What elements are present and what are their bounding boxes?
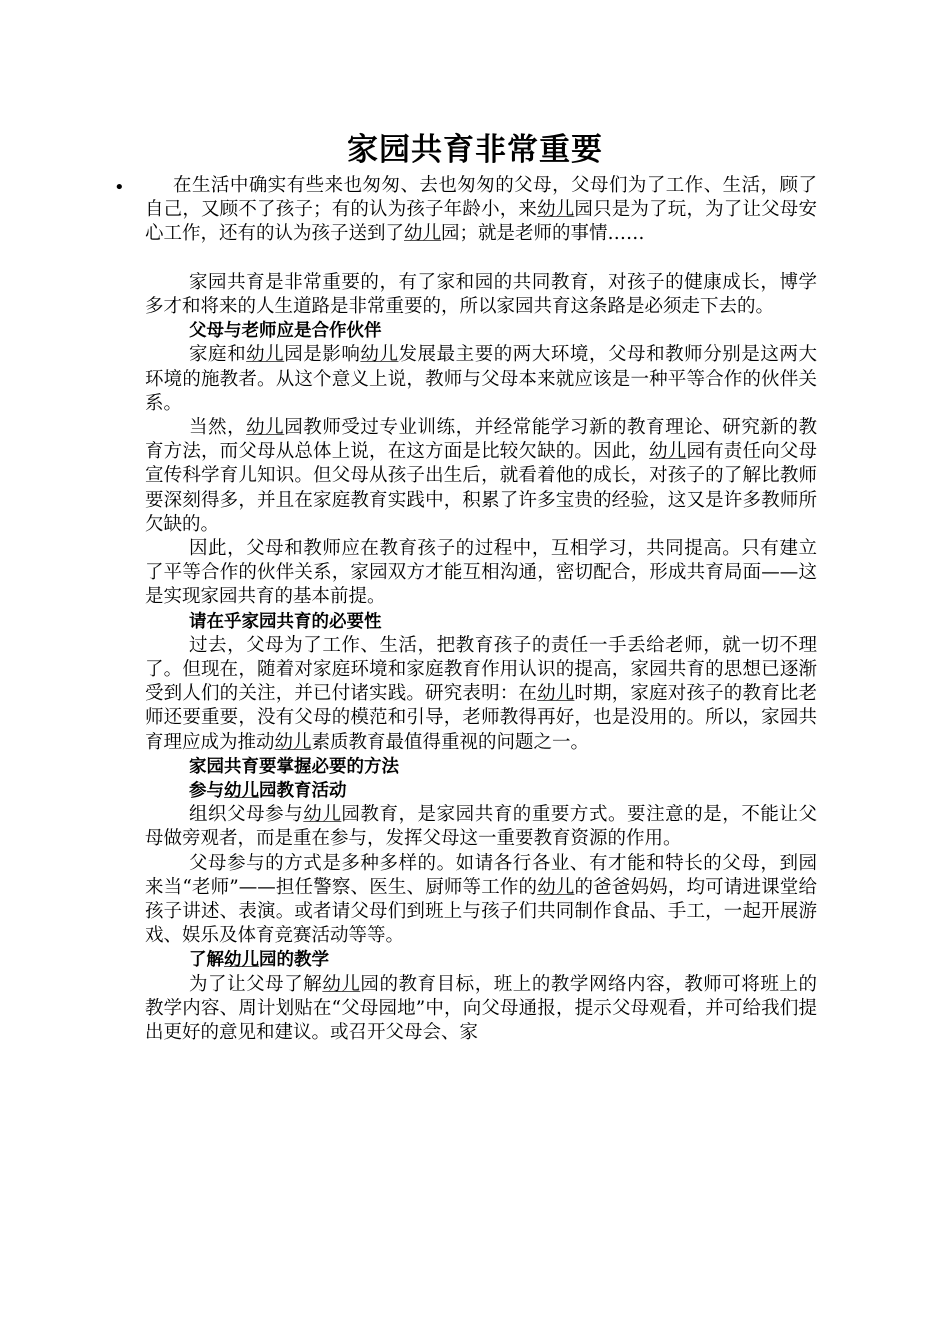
keyword-link[interactable]: 幼儿 xyxy=(360,344,399,366)
text-run: 当然， xyxy=(189,417,247,439)
section-heading xyxy=(145,948,817,972)
keyword-link[interactable]: 幼儿 xyxy=(246,417,285,439)
text-run: 园；就是老师的事情…… xyxy=(441,223,645,245)
text-run: 家庭和 xyxy=(189,344,247,366)
text-run: 参与 xyxy=(189,781,224,802)
keyword-link[interactable]: 幼儿 xyxy=(303,804,342,826)
paragraph xyxy=(145,634,817,755)
text-run: 父母与老师应是合作伙伴 xyxy=(189,321,382,342)
text-run: 请在乎家园共育的必要性 xyxy=(189,611,382,632)
text-run: 园的教学 xyxy=(259,950,329,971)
paragraph xyxy=(145,537,817,610)
text-run: 园有责任向父母宣传科学育儿知识。但父母从孩子出生后，就看着他的成长，对孩子的了解比教师要深刻得多，并且在家庭教育实践中，积累了许多宝贵的经验，这又是许多教师所欠缺的。 xyxy=(145,441,817,535)
text-run: 园教师受过专业训练，并经常能学习新的教育理论、研究新的教育方法，而父母从总体上说，在这方面是比较欠缺的。因此， xyxy=(145,417,817,463)
keyword-link[interactable]: 幼儿 xyxy=(404,223,442,245)
paragraph xyxy=(145,174,817,247)
text-run: 的爸爸妈妈，均可请进课堂给孩子讲述、表演。或者请父母们到班上与孩子们共同制作食品、手工，一起开展游戏、娱乐及体育竞赛活动等等。 xyxy=(145,876,817,947)
text-run: 因此，父母和教师应在教育孩子的过程中，互相学习，共同提高。只有建立了平等合作的伙伴关系，家园双方才能互相沟通，密切配合，形成共育局面——这是实现家园共育的基本前提。 xyxy=(145,538,817,608)
text-run: 园教育，是家园共育的重要方式。要注意的是，不能让父母做旁观者，而是重在参与，发挥父母这一重要教育资源的作用。 xyxy=(145,804,817,850)
paragraph xyxy=(145,803,817,851)
text-run: 园教育活动 xyxy=(259,781,347,802)
keyword-link[interactable]: 幼儿 xyxy=(537,199,575,221)
keyword-link[interactable]: 幼儿 xyxy=(537,876,575,898)
keyword-link[interactable]: 幼儿 xyxy=(274,731,312,753)
text-run: 素质教育最值得重视的问题之一。 xyxy=(311,731,590,753)
text-run: 为了让父母了解 xyxy=(189,973,323,995)
keyword-link[interactable]: 幼儿 xyxy=(224,950,259,971)
keyword-link[interactable]: 幼儿 xyxy=(224,781,259,802)
paragraph xyxy=(145,343,817,416)
text-run: 家园共育要掌握必要的方法 xyxy=(189,756,399,777)
section-heading xyxy=(145,779,817,803)
keyword-link[interactable]: 幼儿 xyxy=(537,683,575,705)
section-heading xyxy=(145,755,817,779)
text-run: 园是影响 xyxy=(284,344,361,366)
text-run: 组织父母参与 xyxy=(189,804,304,826)
keyword-link[interactable]: 幼儿 xyxy=(246,344,285,366)
document-title: 家园共育非常重要 xyxy=(347,132,603,168)
text-run: 在生活中确实有些来也匆匆、去也匆匆的父母，父母们为了工作、生活，顾了自己，又顾不了孩子；有的认为孩子年龄小，来 xyxy=(145,175,817,221)
paragraph xyxy=(145,416,817,537)
text-run: 了解 xyxy=(189,950,224,971)
section-heading xyxy=(145,319,817,343)
text-run: 发展最主要的两大环境，父母和教师分别是这两大环境的施教者。从这个意义上说，教师与父母本来就应该是一种平等合作的伙伴关系。 xyxy=(145,344,817,414)
paragraph-spacer xyxy=(145,247,817,271)
paragraph xyxy=(145,852,817,949)
text-run: 时期，家庭对孩子的教育比老师还要重要，没有父母的模范和引导，老师教得再好，也是没用的。所以，家园共育理应成为推动 xyxy=(145,683,817,753)
keyword-link[interactable]: 幼儿 xyxy=(322,973,361,995)
text-run: 家园共育是非常重要的，有了家和园的共同教育，对孩子的健康成长，博学多才和将来的人生道路是非常重要的，所以家园共育这条路是必须走下去的。 xyxy=(145,271,817,317)
section-heading xyxy=(145,610,817,634)
list-bullet: • xyxy=(114,177,125,198)
paragraph xyxy=(145,973,817,1046)
paragraph xyxy=(145,271,817,319)
document-body xyxy=(145,174,817,1045)
keyword-link[interactable]: 幼儿 xyxy=(649,441,687,463)
text-run: 过去，父母为了工作、生活，把教育孩子的责任一手丢给老师，就一切不理了。但现在，随着对家庭环境和家庭教育作用认识的提高，家园共育的思想已逐渐受到人们的关注，并已付诸实践。研究表明：在 xyxy=(145,634,817,705)
text-run: 父母参与的方式是多种多样的。如请各行各业、有才能和特长的父母，到园来当“老师”——担任警察、医生、厨师等工作的 xyxy=(145,852,817,898)
text-run: 园只是为了玩，为了让父母安心工作，还有的认为孩子送到了 xyxy=(145,199,817,245)
text-run: 园的教育目标，班上的教学网络内容，教师可将班上的教学内容、周计划贴在“父母园地”中，向父母通报，提示父母观看，并可给我们提出更好的意见和建议。或召开父母会、家 xyxy=(145,973,817,1044)
